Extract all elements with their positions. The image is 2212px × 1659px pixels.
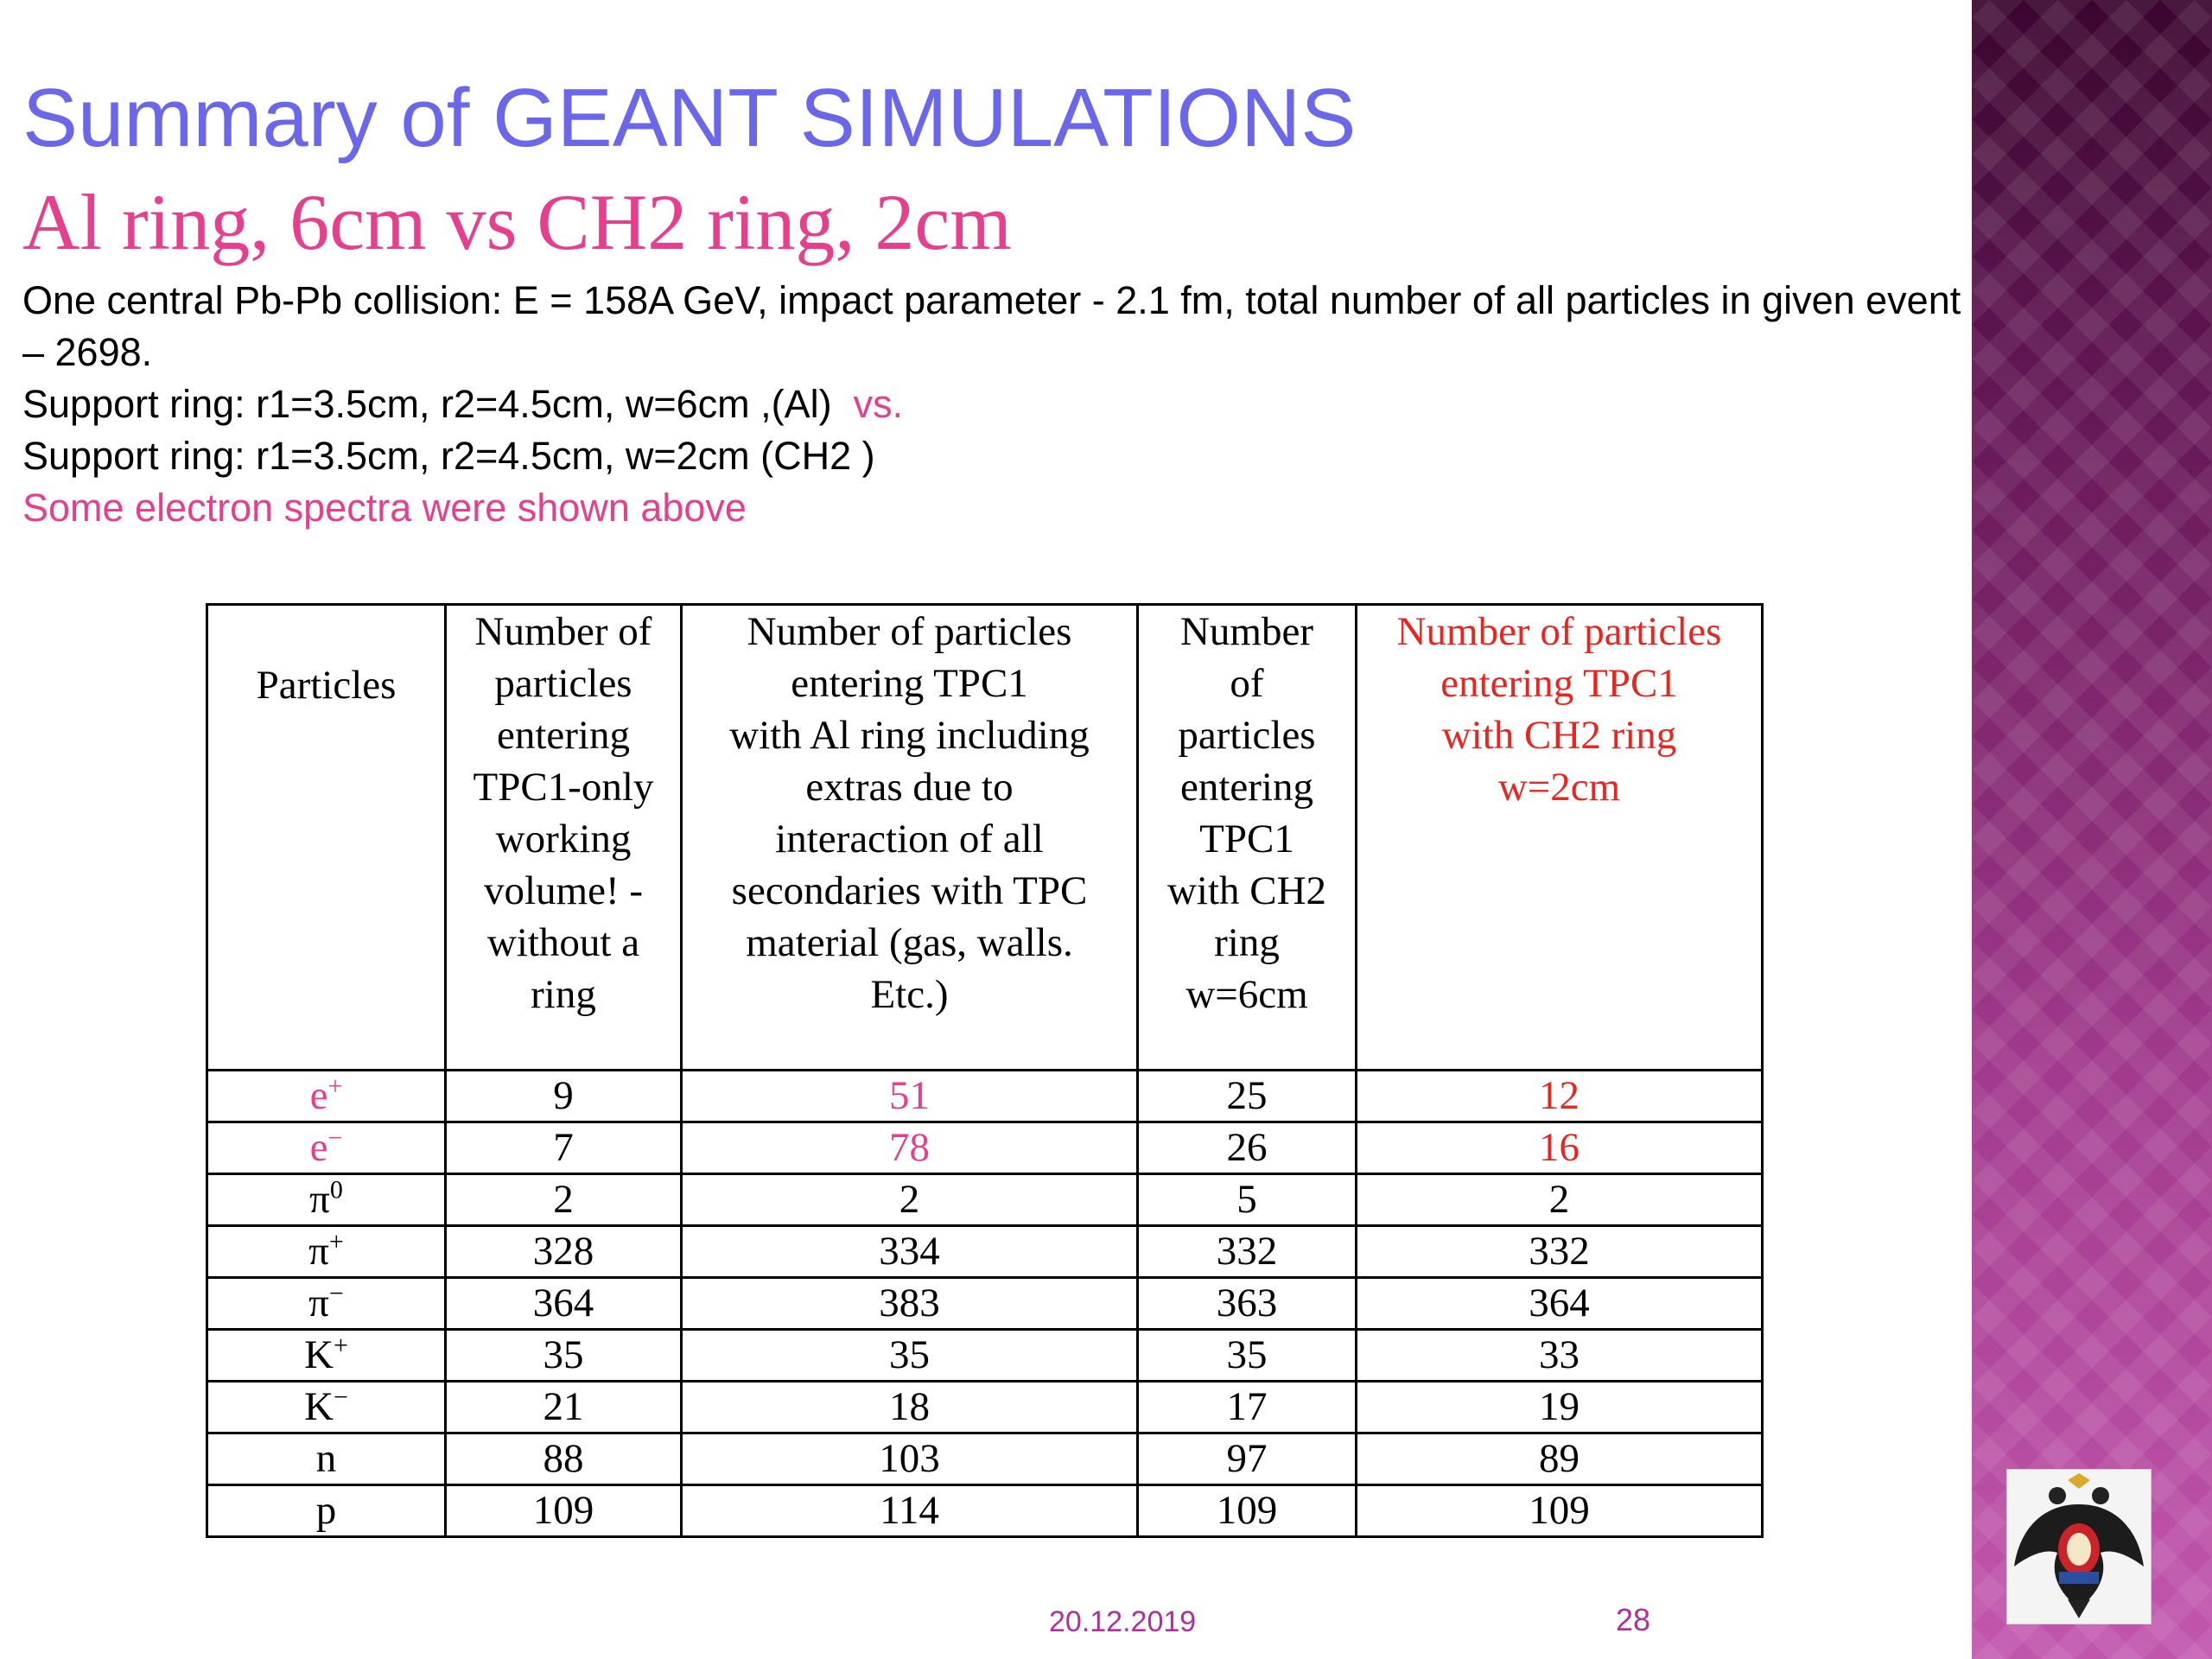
column-header-line: with Al ring including — [729, 713, 1090, 758]
particles-table — [206, 603, 1764, 1538]
footer-date: 20.12.2019 — [1049, 1605, 1197, 1638]
column-header-line: with CH2 ring — [1441, 713, 1677, 758]
column-header-line: w=2cm — [1497, 765, 1621, 810]
value-cell: 2 — [1357, 1174, 1763, 1226]
column-header-3 — [1138, 605, 1357, 1071]
column-header-line: working — [495, 817, 632, 861]
value-cell: 114 — [682, 1485, 1138, 1537]
particle-symbol: n — [315, 1436, 337, 1481]
value-cell: 51 — [682, 1071, 1138, 1122]
particle-cell — [207, 1433, 446, 1485]
column-header-line: ring — [531, 972, 596, 1017]
value-cell: 25 — [1138, 1071, 1357, 1122]
info-line-4: Support ring: r1=3.5cm, r2=4.5cm, w=2cm (CH2 ) — [22, 434, 875, 478]
particle-charge: 0 — [329, 1175, 343, 1205]
value-cell: 109 — [446, 1485, 682, 1537]
table-header-row — [207, 605, 1763, 1071]
value-cell: 35 — [682, 1330, 1138, 1382]
value-cell: 332 — [1138, 1226, 1357, 1278]
particle-cell — [207, 1174, 446, 1226]
column-header-line: w=6cm — [1185, 972, 1308, 1017]
column-header-line: extras due to — [805, 765, 1014, 810]
university-logo — [2006, 1469, 2152, 1624]
value-cell: 35 — [446, 1330, 682, 1382]
vs-label: vs. — [853, 382, 904, 426]
particle-symbol: π — [308, 1229, 329, 1274]
particle-symbol: e — [309, 1125, 328, 1170]
particle-symbol: π — [308, 1281, 329, 1325]
slide-subtitle: Al ring, 6cm vs CH2 ring, 2cm — [22, 178, 1012, 266]
value-cell: 364 — [446, 1278, 682, 1330]
decorative-side-band — [1972, 0, 2212, 1659]
column-header-line: secondaries with TPC — [731, 868, 1088, 913]
particle-symbol: p — [315, 1488, 337, 1533]
particle-charge: − — [334, 1382, 348, 1412]
value-cell: 334 — [682, 1226, 1138, 1278]
value-cell: 12 — [1357, 1071, 1763, 1122]
info-line-3 — [22, 378, 2183, 430]
double-headed-eagle-emblem-icon — [2007, 1470, 2151, 1624]
value-cell: 17 — [1138, 1382, 1357, 1433]
value-cell: 26 — [1138, 1122, 1357, 1174]
particle-cell — [207, 1485, 446, 1537]
value-cell: 33 — [1357, 1330, 1763, 1382]
table-row — [207, 1174, 1763, 1226]
column-header-line: volume! - — [483, 868, 644, 913]
value-cell: 364 — [1357, 1278, 1763, 1330]
table-row — [207, 1485, 1763, 1537]
particle-charge: + — [327, 1071, 343, 1101]
column-header-line: entering TPC1 — [791, 661, 1028, 706]
table-row — [207, 1122, 1763, 1174]
value-cell: 88 — [446, 1433, 682, 1485]
value-cell: 16 — [1357, 1122, 1763, 1174]
particle-cell — [207, 1071, 446, 1122]
column-header-line: entering — [497, 713, 630, 758]
particle-cell — [207, 1122, 446, 1174]
particle-cell — [207, 1278, 446, 1330]
particle-charge: + — [328, 1227, 344, 1256]
column-header-line: entering TPC1 — [1440, 661, 1678, 706]
value-cell: 383 — [682, 1278, 1138, 1330]
column-header-line: Number of particles — [1396, 609, 1722, 654]
column-header-line: particles — [1178, 713, 1316, 758]
info-line-3-text: Support ring: r1=3.5cm, r2=4.5cm, w=6cm ,(Al) — [22, 382, 832, 426]
column-header-line: without a — [486, 920, 640, 965]
value-cell: 97 — [1138, 1433, 1357, 1485]
particle-symbol: K — [304, 1332, 334, 1377]
value-cell: 5 — [1138, 1174, 1357, 1226]
particle-symbol: π — [309, 1177, 330, 1222]
info-line-5: Some electron spectra were shown above — [22, 486, 747, 530]
value-cell: 9 — [446, 1071, 682, 1122]
collision-info — [22, 275, 2183, 534]
value-cell: 21 — [446, 1382, 682, 1433]
column-header-line: particles — [494, 661, 632, 706]
column-header-line: Particles — [256, 663, 397, 708]
value-cell: 328 — [446, 1226, 682, 1278]
column-header-line: interaction of all — [775, 817, 1044, 861]
value-cell: 89 — [1357, 1433, 1763, 1485]
value-cell: 7 — [446, 1122, 682, 1174]
particle-cell — [207, 1226, 446, 1278]
column-header-line: Number — [1179, 609, 1313, 654]
column-header-4 — [1357, 605, 1763, 1071]
column-header-0 — [207, 605, 446, 1071]
slide-title: Summary of GEANT SIMULATIONS — [22, 72, 1357, 164]
column-header-line: ring — [1214, 920, 1280, 965]
value-cell: 109 — [1138, 1485, 1357, 1537]
value-cell: 332 — [1357, 1226, 1763, 1278]
table-row — [207, 1330, 1763, 1382]
value-cell: 109 — [1357, 1485, 1763, 1537]
particle-symbol: e — [309, 1073, 328, 1118]
particle-cell — [207, 1330, 446, 1382]
column-header-line: Number of particles — [747, 609, 1072, 654]
info-line-1: One central Pb-Pb collision: E = 158A GeV, impact parameter - 2.1 fm, total number of all particles in given event — [22, 278, 1961, 322]
particle-charge: + — [334, 1331, 348, 1360]
value-cell: 103 — [682, 1433, 1138, 1485]
value-cell: 35 — [1138, 1330, 1357, 1382]
column-header-line: TPC1-only — [473, 765, 654, 810]
value-cell: 363 — [1138, 1278, 1357, 1330]
info-line-2: – 2698. — [22, 330, 153, 374]
particle-symbol: K — [304, 1384, 334, 1429]
value-cell: 18 — [682, 1382, 1138, 1433]
column-header-line: TPC1 — [1199, 817, 1294, 861]
column-header-1 — [446, 605, 682, 1071]
value-cell: 2 — [446, 1174, 682, 1226]
particle-charge: − — [328, 1279, 344, 1308]
table-row — [207, 1433, 1763, 1485]
column-header-line: with CH2 — [1166, 868, 1327, 913]
table-row — [207, 1226, 1763, 1278]
value-cell: 2 — [682, 1174, 1138, 1226]
value-cell: 19 — [1357, 1382, 1763, 1433]
column-header-line: material (gas, walls. — [746, 920, 1073, 965]
table-row — [207, 1382, 1763, 1433]
column-header-2 — [682, 605, 1138, 1071]
value-cell: 78 — [682, 1122, 1138, 1174]
column-header-line: Etc.) — [870, 972, 949, 1017]
column-header-line: entering — [1180, 765, 1313, 810]
page-number: 28 — [1616, 1602, 1651, 1637]
particle-cell — [207, 1382, 446, 1433]
table-row — [207, 1071, 1763, 1122]
column-header-line: of — [1230, 661, 1264, 706]
particle-charge: − — [327, 1123, 343, 1153]
column-header-line: Number of — [474, 609, 652, 654]
table-row — [207, 1278, 1763, 1330]
